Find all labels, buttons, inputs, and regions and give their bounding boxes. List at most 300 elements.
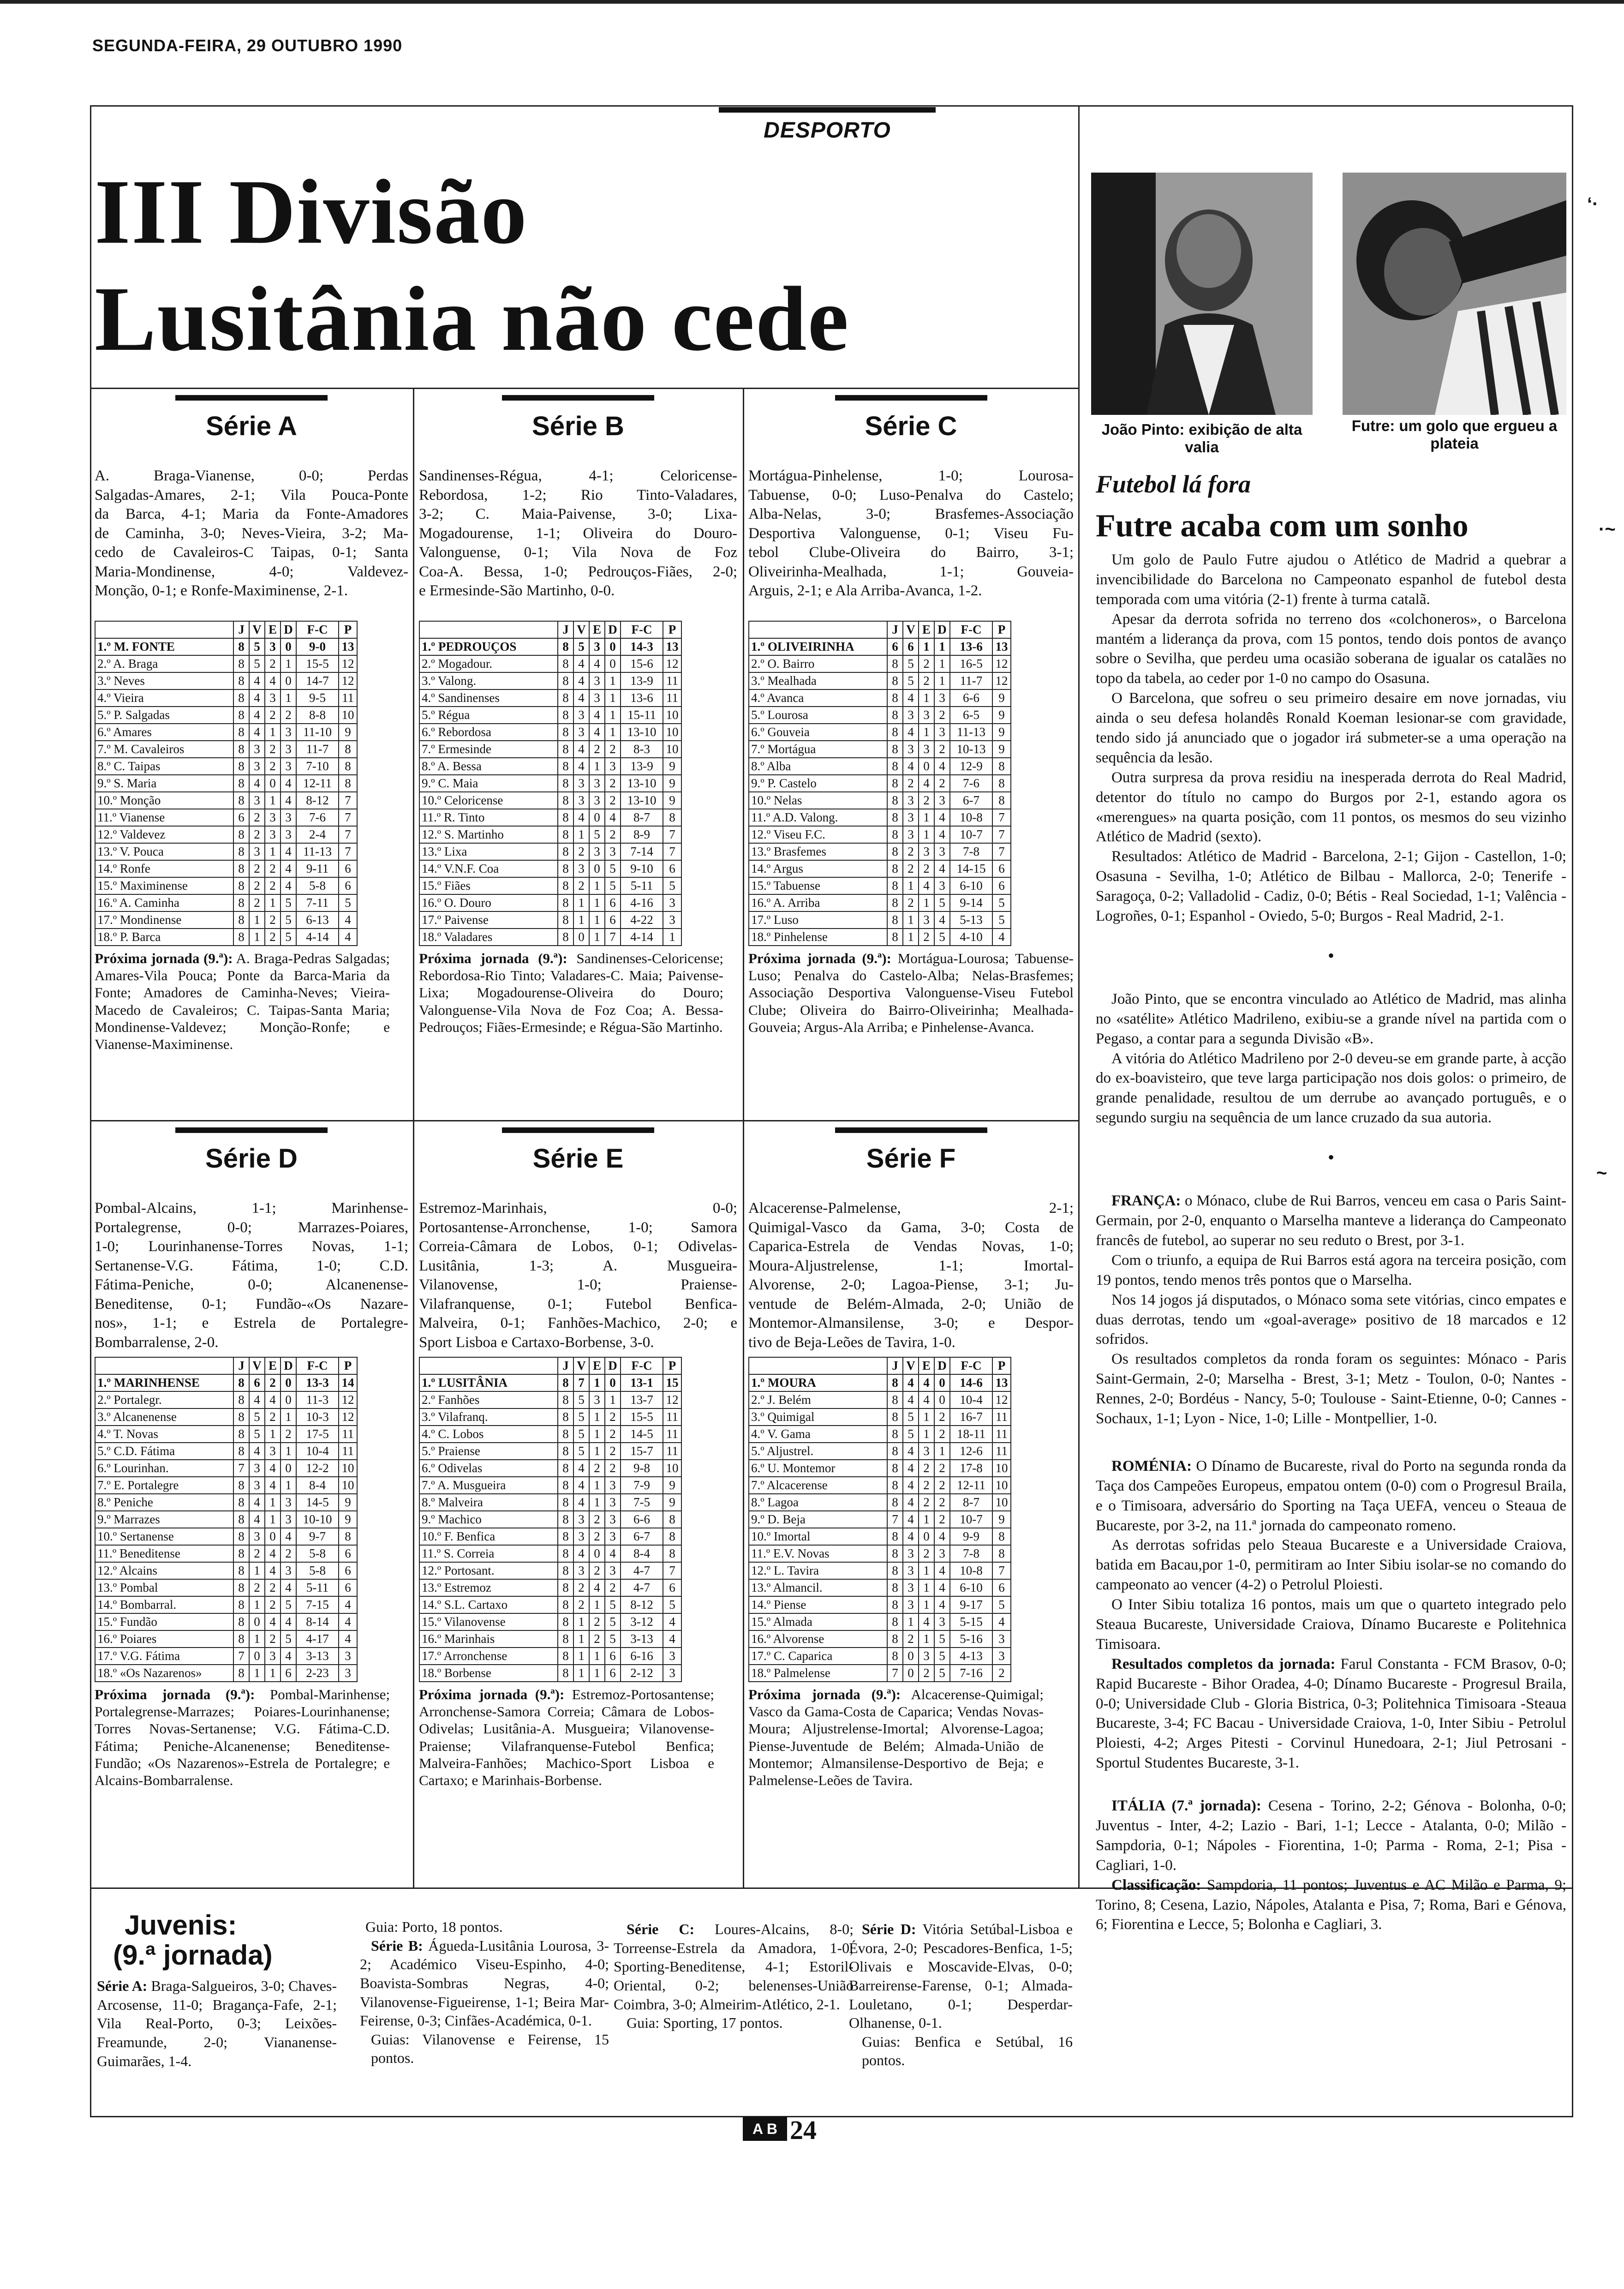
standings-cell: 3 bbox=[934, 877, 950, 894]
standings-cell: 0 bbox=[903, 1665, 919, 1682]
standings-cell: 7-8 bbox=[950, 1545, 992, 1562]
series-results bbox=[95, 467, 408, 601]
team-name: 10.º F. Benfica bbox=[419, 1528, 558, 1545]
standings-cell: 11 bbox=[992, 1426, 1011, 1443]
standings-cell: 2 bbox=[903, 860, 919, 877]
standings-cell: 1 bbox=[249, 929, 265, 946]
standings-cell: 2 bbox=[919, 792, 934, 809]
table-row bbox=[419, 1562, 681, 1579]
standings-cell: 1 bbox=[605, 1391, 621, 1408]
standings-cell: 7-15 bbox=[296, 1596, 339, 1613]
standings-cell: 4 bbox=[605, 809, 621, 826]
next-round bbox=[95, 1686, 390, 1789]
standings-cell: 3 bbox=[281, 724, 296, 741]
section-label: DESPORTO bbox=[764, 118, 891, 143]
standings-header-cell: D bbox=[605, 1357, 621, 1374]
team-name: 18.º P. Barca bbox=[95, 929, 233, 946]
standings-cell: 8 bbox=[233, 707, 249, 724]
standings-cell: 2 bbox=[934, 1408, 950, 1426]
standings-cell: 7 bbox=[992, 1562, 1011, 1579]
article-body bbox=[1096, 550, 1566, 1935]
next-round bbox=[748, 950, 1074, 1036]
standings-cell: 8 bbox=[233, 1494, 249, 1511]
standings-cell: 1 bbox=[281, 1408, 296, 1426]
standings-cell: 7-5 bbox=[621, 1494, 663, 1511]
series-title-rule bbox=[835, 395, 987, 401]
standings-cell: 14 bbox=[339, 1374, 357, 1391]
standings-cell: 8 bbox=[663, 1528, 681, 1545]
article-paragraph: Outra surpresa da prova residiu na inesperada derrota do Real Madrid, detentor do título no campo do Burgos por 2-1, estando agora os «merengues» na quarta posição, com 11 pontos, os mesmos do seu vizinho Atlético de Madrid (sexto). bbox=[1096, 769, 1566, 845]
standings-cell: 2 bbox=[265, 707, 281, 724]
standings-cell: 1 bbox=[919, 1408, 934, 1426]
team-name: 10.º Monção bbox=[95, 792, 233, 809]
standings-cell: 7-8 bbox=[950, 843, 992, 860]
standings-cell: 3 bbox=[605, 1494, 621, 1511]
standings-cell: 8 bbox=[558, 724, 573, 741]
standings-cell: 10 bbox=[992, 1477, 1011, 1494]
standings-cell: 1 bbox=[249, 1562, 265, 1579]
standings-cell: 1 bbox=[573, 894, 589, 911]
standings-cell: 11 bbox=[992, 1408, 1011, 1426]
standings-cell: 9 bbox=[339, 724, 357, 741]
standings-cell: 12-6 bbox=[950, 1443, 992, 1460]
table-row bbox=[95, 672, 357, 689]
standings-cell: 8 bbox=[992, 1545, 1011, 1562]
team-name: 12.º Portosant. bbox=[419, 1562, 558, 1579]
standings-cell: 8 bbox=[887, 1426, 903, 1443]
standings-cell: 8 bbox=[887, 877, 903, 894]
standings-cell: 2 bbox=[573, 1579, 589, 1596]
standings-cell: 17-8 bbox=[950, 1460, 992, 1477]
standings-cell: 8 bbox=[663, 809, 681, 826]
article-paragraph bbox=[1096, 1654, 1566, 1773]
juvenis-serie-d: Série D: Vitória Setúbal-Lisboa e Évora, 2-0; Pescadores-Benfica, 1-5; Olivais e Moscavide-Elvas, 0-0; Barreirense-Farense, 0-1; Almada-Louletano, 0-1; Desperdar-Olhanense, 0-1. Guias: Benfica e Setúbal, 16 pontos. bbox=[849, 1921, 1073, 2069]
series-results bbox=[419, 467, 737, 601]
results-line: Pombal-Alcains, 1-1; Marinhense- bbox=[95, 1200, 408, 1216]
standings-cell: 6 bbox=[605, 1648, 621, 1665]
standings-cell: 7 bbox=[663, 843, 681, 860]
results-line: Alvorense, 2-0; Lagoa-Piense, 3-1; Ju- bbox=[748, 1276, 1074, 1294]
standings-cell: 4 bbox=[281, 1613, 296, 1630]
standings-cell: 2 bbox=[265, 877, 281, 894]
standings-cell: 8 bbox=[887, 1494, 903, 1511]
standings-cell: 2 bbox=[992, 1665, 1011, 1682]
next-round bbox=[748, 1686, 1044, 1789]
standings-cell: 11-7 bbox=[950, 672, 992, 689]
standings-cell: 4 bbox=[339, 1613, 357, 1630]
team-name: 11.º S. Correia bbox=[419, 1545, 558, 1562]
table-row bbox=[419, 655, 681, 672]
standings-cell: 5 bbox=[249, 1408, 265, 1426]
standings-cell: 9-0 bbox=[296, 638, 339, 655]
standings-cell: 0 bbox=[934, 1391, 950, 1408]
team-name: 5.º C.D. Fátima bbox=[95, 1443, 233, 1460]
team-name: 7.º E. Portalegre bbox=[95, 1477, 233, 1494]
standings-cell: 1 bbox=[605, 689, 621, 707]
standings-cell: 4 bbox=[992, 929, 1011, 946]
team-name: 6.º Amares bbox=[95, 724, 233, 741]
standings-cell: 8 bbox=[233, 1613, 249, 1630]
standings-cell: 8 bbox=[233, 792, 249, 809]
results-line: Salgadas-Amares, 2-1; Vila Pouca-Ponte bbox=[95, 486, 408, 503]
standings-cell: 2 bbox=[589, 1511, 605, 1528]
results-line: Bombarralense, 2-0. bbox=[95, 1334, 219, 1351]
standings-header-cell: E bbox=[589, 621, 605, 638]
standings-cell: 4 bbox=[339, 911, 357, 929]
standings-header-cell: J bbox=[887, 1357, 903, 1374]
standings-cell: 16-5 bbox=[950, 655, 992, 672]
standings-cell: 8 bbox=[233, 1511, 249, 1528]
article-paragraph bbox=[1096, 1456, 1566, 1536]
standings-cell: 2 bbox=[919, 860, 934, 877]
table-row bbox=[419, 1545, 681, 1562]
standings-header-cell: F-C bbox=[950, 1357, 992, 1374]
standings-cell: 13-10 bbox=[621, 792, 663, 809]
standings-cell: 2-23 bbox=[296, 1665, 339, 1682]
table-row bbox=[749, 877, 1011, 894]
standings-cell: 4 bbox=[934, 1579, 950, 1596]
results-line: Estremoz-Marinhais, 0-0; bbox=[419, 1200, 737, 1216]
standings-cell: 6 bbox=[605, 1665, 621, 1682]
team-name: 7.º A. Musgueira bbox=[419, 1477, 558, 1494]
team-name: 5.º Régua bbox=[419, 707, 558, 724]
standings-cell: 4 bbox=[589, 655, 605, 672]
standings-cell: 3 bbox=[281, 1494, 296, 1511]
standings-cell: 1 bbox=[589, 1665, 605, 1682]
standings-cell: 12-11 bbox=[296, 775, 339, 792]
standings-cell: 0 bbox=[589, 809, 605, 826]
standings-cell: 5 bbox=[573, 1408, 589, 1426]
standings-cell: 9 bbox=[992, 1511, 1011, 1528]
standings-cell: 9-9 bbox=[950, 1528, 992, 1545]
standings-cell: 10 bbox=[339, 707, 357, 724]
standings-cell: 2 bbox=[281, 707, 296, 724]
standings-cell: 6-7 bbox=[950, 792, 992, 809]
series-b bbox=[419, 395, 737, 1035]
table-row bbox=[419, 1374, 681, 1391]
standings-cell: 13 bbox=[663, 638, 681, 655]
standings-cell: 6 bbox=[281, 1665, 296, 1682]
standings-cell: 9-8 bbox=[621, 1460, 663, 1477]
standings-cell: 5-16 bbox=[950, 1630, 992, 1648]
table-row bbox=[749, 1477, 1011, 1494]
team-name: 16.º O. Douro bbox=[419, 894, 558, 911]
next-round-text: Mortágua-Lourosa; Tabuense-Luso; Penalva do Castelo-Alba; Nelas-Brasfemes; Associação Desportiva Valonguense-Viseu Futebol Clube; Oliveira do Bairro-Oliveirinha; Mealhada-Gouveia; Argus-Ala Arriba; e Pinhelense-Avanca. bbox=[748, 950, 1074, 1035]
photo-player-illustration bbox=[1091, 173, 1313, 415]
standings-cell: 1 bbox=[589, 1426, 605, 1443]
standings-cell: 5 bbox=[605, 1613, 621, 1630]
standings-cell: 4 bbox=[589, 1579, 605, 1596]
article-paragraph bbox=[1096, 1796, 1566, 1876]
standings-cell: 9 bbox=[663, 758, 681, 775]
standings-table bbox=[419, 1357, 682, 1682]
team-name: 2.º J. Belém bbox=[749, 1391, 887, 1408]
team-name: 14.º Ronfe bbox=[95, 860, 233, 877]
standings-cell: 9 bbox=[663, 792, 681, 809]
standings-cell: 12 bbox=[339, 1408, 357, 1426]
standings-cell: 3 bbox=[589, 843, 605, 860]
results-line: Oliveirinha-Mealhada, 1-1; Gouveia- bbox=[748, 563, 1074, 580]
team-name: 1.º M. FONTE bbox=[95, 638, 233, 655]
next-round-label: Próxima jornada (9.ª): bbox=[419, 1686, 565, 1702]
team-name: 3.º Neves bbox=[95, 672, 233, 689]
standings-cell: 6 bbox=[339, 1545, 357, 1562]
standings-cell: 10-8 bbox=[950, 1562, 992, 1579]
standings-cell: 12 bbox=[339, 672, 357, 689]
standings-cell: 3 bbox=[605, 758, 621, 775]
team-name: 14.º S.L. Cartaxo bbox=[419, 1596, 558, 1613]
standings-cell: 4 bbox=[339, 1630, 357, 1648]
standings-cell: 5-11 bbox=[296, 1579, 339, 1596]
standings-cell: 3 bbox=[919, 707, 934, 724]
paragraph-text: Sampdoria, 11 pontos; Juventus e AC Milão e Parma, 9; Torino, 8; Cesena, Lazio, Nápoles, Atalanta e Pisa, 7; Roma, Bari e Génova, 6; Fiorentina e Lecce, 5; Bolonha e Cagliari, 3. bbox=[1096, 1876, 1566, 1933]
standings-table bbox=[95, 621, 358, 946]
team-name: 14.º V.N.F. Coa bbox=[419, 860, 558, 877]
standings-cell: 9 bbox=[992, 741, 1011, 758]
standings-cell: 14-7 bbox=[296, 672, 339, 689]
table-row bbox=[419, 1477, 681, 1494]
standings-cell: 9 bbox=[663, 775, 681, 792]
series-e bbox=[419, 1127, 737, 1788]
standings-cell: 3 bbox=[249, 1528, 265, 1545]
standings-cell: 5 bbox=[903, 1426, 919, 1443]
table-row bbox=[419, 638, 681, 655]
standings-cell: 3 bbox=[589, 672, 605, 689]
standings-header-team bbox=[95, 621, 233, 638]
photo-joao-pinto bbox=[1091, 173, 1313, 415]
standings-cell: 3 bbox=[605, 1562, 621, 1579]
standings-cell: 0 bbox=[249, 1613, 265, 1630]
team-name: 13.º Lixa bbox=[419, 843, 558, 860]
standings-cell: 1 bbox=[265, 1665, 281, 1682]
standings-cell: 5-8 bbox=[296, 1562, 339, 1579]
standings-cell: 11 bbox=[663, 1443, 681, 1460]
standings-cell: 2 bbox=[903, 894, 919, 911]
table-row bbox=[749, 638, 1011, 655]
table-row bbox=[95, 707, 357, 724]
standings-cell: 1 bbox=[919, 826, 934, 843]
standings-cell: 8 bbox=[887, 707, 903, 724]
standings-cell: 2 bbox=[265, 1579, 281, 1596]
standings-cell: 3 bbox=[573, 724, 589, 741]
juvenis-serie-c: Série C: Loures-Alcains, 8-0; Torreense-Estrela da Amadora, 1-0; Sporting-Beneditense, 4-1; Estoril-Oriental, 0-2; belenenses-União Coimbra, 3-0; Almeirim-Atlético, 2-1. Guia: Sporting, 17 pontos. bbox=[614, 1921, 854, 2031]
standings-cell: 8-3 bbox=[621, 741, 663, 758]
standings-cell: 1 bbox=[903, 929, 919, 946]
standings-cell: 10-4 bbox=[296, 1443, 339, 1460]
table-row bbox=[749, 689, 1011, 707]
standings-header-cell: F-C bbox=[621, 621, 663, 638]
standings-cell: 3 bbox=[281, 1511, 296, 1528]
standings-cell: 3 bbox=[919, 1443, 934, 1460]
table-row bbox=[749, 1391, 1011, 1408]
standings-cell: 4 bbox=[903, 689, 919, 707]
standings-cell: 1 bbox=[919, 689, 934, 707]
team-name: 15.º Tabuense bbox=[749, 877, 887, 894]
standings-cell: 4 bbox=[992, 1613, 1011, 1630]
standings-cell: 5 bbox=[934, 929, 950, 946]
table-row bbox=[95, 809, 357, 826]
standings-cell: 1 bbox=[919, 638, 934, 655]
standings-table bbox=[95, 1357, 358, 1682]
results-line: ventude de Belém-Almada, 2-0; União de bbox=[748, 1295, 1074, 1312]
standings-header-cell: F-C bbox=[950, 621, 992, 638]
standings-cell: 8 bbox=[233, 1665, 249, 1682]
standings-cell: 8 bbox=[558, 1579, 573, 1596]
standings-cell: 9-14 bbox=[950, 894, 992, 911]
standings-cell: 8 bbox=[558, 929, 573, 946]
table-row bbox=[419, 1443, 681, 1460]
separator-dot: • bbox=[1327, 1147, 1334, 1168]
standings-header-cell: V bbox=[573, 621, 589, 638]
standings-cell: 13-7 bbox=[621, 1391, 663, 1408]
standings-cell: 11 bbox=[339, 1443, 357, 1460]
standings-cell: 4 bbox=[573, 1545, 589, 1562]
series-title-rule bbox=[175, 1127, 328, 1133]
standings-cell: 5 bbox=[339, 894, 357, 911]
results-line: Valonguense, 0-1; Vila Nova de Foz bbox=[419, 544, 737, 561]
standings-cell: 8 bbox=[558, 1443, 573, 1460]
standings-header-cell: E bbox=[265, 621, 281, 638]
series-title-bar bbox=[835, 395, 987, 401]
standings-cell: 4 bbox=[589, 724, 605, 741]
standings-cell: 4 bbox=[249, 1391, 265, 1408]
standings-cell: 4 bbox=[265, 1613, 281, 1630]
standings-cell: 2 bbox=[919, 929, 934, 946]
standings-cell: 11 bbox=[663, 1408, 681, 1426]
team-name: 18.º Pinhelense bbox=[749, 929, 887, 946]
table-row bbox=[95, 1528, 357, 1545]
table-row bbox=[749, 672, 1011, 689]
series-title-bar bbox=[175, 1127, 328, 1133]
next-round-text: Alcacerense-Quimigal; Vasco da Gama-Costa de Caparica; Vendas Novas-Moura; Aljustrelense-Imortal; Alvorense-Lagoa; Piense-Juventude de Belém; Almada-União de Montemor; Almansilense-Desportivo de Beja; e Palmelense-Leões de Tavira. bbox=[748, 1686, 1044, 1788]
standings-header-team bbox=[419, 1357, 558, 1374]
standings-cell: 3 bbox=[339, 1665, 357, 1682]
standings-header-cell: E bbox=[919, 621, 934, 638]
standings-cell: 4 bbox=[573, 1460, 589, 1477]
table-row bbox=[419, 809, 681, 826]
standings-cell: 9-17 bbox=[950, 1596, 992, 1613]
team-name: 18.º Borbense bbox=[419, 1665, 558, 1682]
standings-cell: 3 bbox=[903, 707, 919, 724]
standings-cell: 8 bbox=[558, 672, 573, 689]
standings-cell: 14-5 bbox=[621, 1426, 663, 1443]
standings-cell: 8 bbox=[887, 1648, 903, 1665]
standings-cell: 2 bbox=[573, 843, 589, 860]
team-name: 4.º Sandinenses bbox=[419, 689, 558, 707]
standings-cell: 15-6 bbox=[621, 655, 663, 672]
standings-cell: 3 bbox=[281, 809, 296, 826]
standings-cell: 4 bbox=[903, 1494, 919, 1511]
standings-cell: 1 bbox=[605, 672, 621, 689]
standings-cell: 3 bbox=[663, 1648, 681, 1665]
table-row bbox=[749, 758, 1011, 775]
standings-cell: 7 bbox=[992, 809, 1011, 826]
standings-cell: 4 bbox=[281, 1648, 296, 1665]
standings-cell: 3 bbox=[919, 741, 934, 758]
standings-cell: 5 bbox=[992, 1596, 1011, 1613]
series-title-bar bbox=[502, 395, 654, 401]
results-line: Vilafranquense, 0-1; Futebol Benfica- bbox=[419, 1295, 737, 1312]
standings-cell: 6 bbox=[663, 860, 681, 877]
team-name: 12.º Alcains bbox=[95, 1562, 233, 1579]
team-name: 8.º Peniche bbox=[95, 1494, 233, 1511]
standings-cell: 3 bbox=[934, 689, 950, 707]
standings-cell: 5 bbox=[934, 1665, 950, 1682]
standings-cell: 5-15 bbox=[950, 1613, 992, 1630]
standings-cell: 1 bbox=[265, 894, 281, 911]
standings-cell: 1 bbox=[589, 1477, 605, 1494]
standings-cell: 1 bbox=[573, 1648, 589, 1665]
standings-cell: 4 bbox=[249, 775, 265, 792]
standings-cell: 3 bbox=[249, 843, 265, 860]
table-row bbox=[749, 724, 1011, 741]
standings-cell: 8-9 bbox=[621, 826, 663, 843]
standings-cell: 1 bbox=[573, 1613, 589, 1630]
standings-cell: 12-9 bbox=[950, 758, 992, 775]
results-line: Sport Lisboa e Cartaxo-Borbense, 3-0. bbox=[419, 1334, 654, 1351]
standings-cell: 3 bbox=[265, 638, 281, 655]
standings-cell: 6 bbox=[339, 1579, 357, 1596]
standings-cell: 6-7 bbox=[621, 1528, 663, 1545]
standings-cell: 8 bbox=[663, 1511, 681, 1528]
standings-cell: 8-4 bbox=[621, 1545, 663, 1562]
table-row bbox=[95, 1511, 357, 1528]
standings-cell: 9 bbox=[339, 1511, 357, 1528]
standings-cell: 0 bbox=[589, 1545, 605, 1562]
standings-cell: 3 bbox=[663, 911, 681, 929]
standings-cell: 2 bbox=[265, 860, 281, 877]
next-round bbox=[419, 1686, 714, 1789]
standings-cell: 6 bbox=[887, 638, 903, 655]
standings-cell: 11-10 bbox=[296, 724, 339, 741]
standings-cell: 3 bbox=[663, 1665, 681, 1682]
standings-cell: 5 bbox=[934, 1648, 950, 1665]
standings-cell: 4 bbox=[573, 809, 589, 826]
results-line: Arguis, 2-1; e Ala Arriba-Avanca, 1-2. bbox=[748, 582, 982, 599]
standings-cell: 8 bbox=[992, 775, 1011, 792]
team-name: 6.º U. Montemor bbox=[749, 1460, 887, 1477]
standings-cell: 10 bbox=[339, 1477, 357, 1494]
series-f bbox=[748, 1127, 1074, 1788]
series-results bbox=[748, 1199, 1074, 1353]
standings-cell: 8 bbox=[233, 775, 249, 792]
standings-cell: 8 bbox=[558, 707, 573, 724]
results-line: Alcacerense-Palmelense, 2-1; bbox=[748, 1200, 1074, 1216]
standings-cell: 2 bbox=[919, 672, 934, 689]
team-name: 9.º Machico bbox=[419, 1511, 558, 1528]
team-name: 8.º Malveira bbox=[419, 1494, 558, 1511]
standings-header-cell: E bbox=[265, 1357, 281, 1374]
standings-cell: 8 bbox=[558, 877, 573, 894]
standings-cell: 15-5 bbox=[621, 1408, 663, 1426]
standings-cell: 3 bbox=[903, 1562, 919, 1579]
standings-cell: 7-14 bbox=[621, 843, 663, 860]
standings-cell: 11 bbox=[663, 689, 681, 707]
table-row bbox=[95, 1408, 357, 1426]
team-name: 9.º D. Beja bbox=[749, 1511, 887, 1528]
standings-header-cell: J bbox=[233, 1357, 249, 1374]
standings-cell: 1 bbox=[919, 724, 934, 741]
standings-cell: 5 bbox=[249, 1426, 265, 1443]
standings-cell: 12 bbox=[339, 1391, 357, 1408]
standings-cell: 6 bbox=[339, 877, 357, 894]
series-title: Série C bbox=[865, 411, 957, 441]
standings-cell: 1 bbox=[903, 1613, 919, 1630]
table-row bbox=[419, 1596, 681, 1613]
table-row bbox=[419, 689, 681, 707]
team-name: 2.º O. Bairro bbox=[749, 655, 887, 672]
standings-cell: 8 bbox=[887, 1579, 903, 1596]
